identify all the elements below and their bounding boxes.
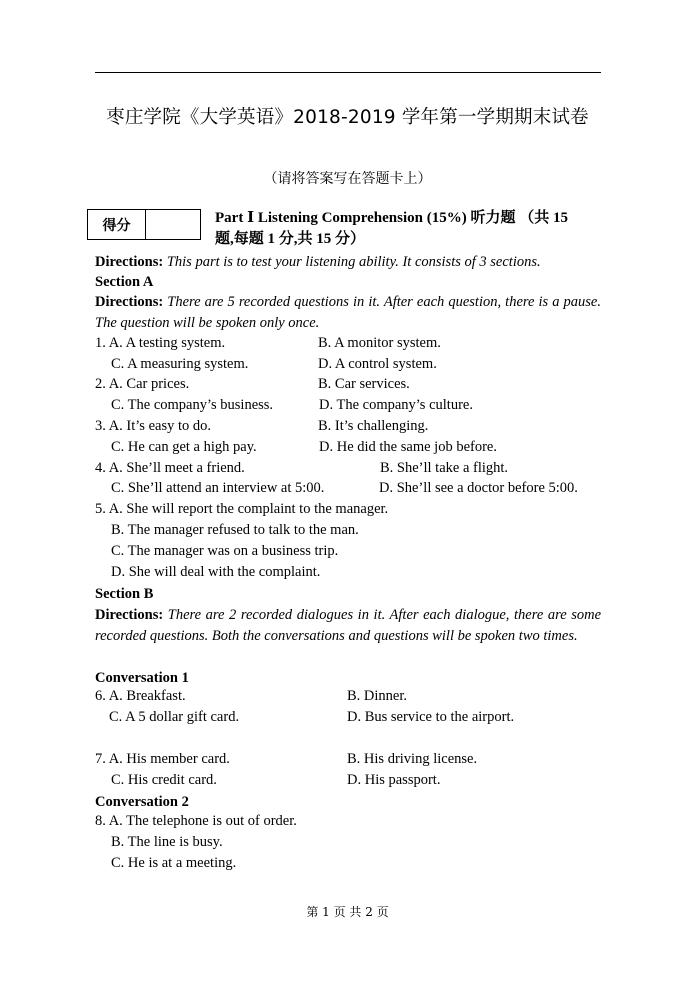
- q2-option-c: C. The company’s business.: [111, 397, 274, 413]
- q8-option-b: B. The line is busy.: [111, 834, 223, 850]
- q7-option-d: D. His passport.: [347, 772, 441, 788]
- q4-option-a: 4. A. She’ll meet a friend.: [95, 460, 245, 476]
- q6-option-c: C. A 5 dollar gift card.: [109, 709, 240, 725]
- q1-option-b: B. A monitor system.: [318, 335, 441, 351]
- q8-option-a: 8. A. The telephone is out of order.: [95, 813, 297, 829]
- q4-option-c: C. She’ll attend an interview at 5:00.: [111, 480, 325, 496]
- q1-option-d: D. A control system.: [318, 356, 437, 372]
- q7-option-a: 7. A. His member card.: [95, 751, 230, 767]
- q2-option-b: B. Car services.: [318, 376, 410, 392]
- top-rule: [95, 72, 601, 73]
- page-title: 枣庄学院《大学英语》2018-2019 学年第一学期期末试卷: [106, 107, 589, 128]
- conversation-1-title: Conversation 1: [95, 670, 189, 686]
- section-b-directions-label: Directions:: [95, 607, 164, 623]
- section-b-title: Section B: [95, 586, 154, 602]
- q3-option-a: 3. A. It’s easy to do.: [95, 418, 211, 434]
- section-a-directions-label: Directions:: [95, 294, 164, 310]
- answer-note: （请将答案写在答题卡上）: [263, 171, 432, 187]
- part-heading-line2: 题,每题 1 分,共 15 分）: [215, 231, 366, 247]
- q3-option-c: C. He can get a high pay.: [111, 439, 257, 455]
- score-value: [146, 210, 200, 239]
- q5-option-b: B. The manager refused to talk to the man.: [111, 522, 359, 538]
- q5-option-a: 5. A. She will report the complaint to the manager.: [95, 501, 389, 517]
- q3-option-d: D. He did the same job before.: [319, 439, 497, 455]
- section-b-directions: [95, 605, 601, 647]
- conversation-2-title: Conversation 2: [95, 794, 189, 810]
- q6-option-a: 6. A. Breakfast.: [95, 688, 186, 704]
- q7-option-b: B. His driving license.: [347, 751, 478, 767]
- section-a-directions-text: There are 5 recorded questions in it. After each question, there is a pause. The question will be spoken only once.: [95, 294, 601, 331]
- q1-option-c: C. A measuring system.: [111, 356, 249, 372]
- main-directions-text: This part is to test your listening ability. It consists of 3 sections.: [166, 254, 541, 270]
- score-box: [87, 209, 201, 240]
- q4-option-b: B. She’ll take a flight.: [380, 460, 509, 476]
- q8-option-c: C. He is at a meeting.: [111, 855, 237, 871]
- page-footer: 第 1 页 共 2 页: [306, 905, 389, 919]
- section-a-directions: [95, 292, 601, 334]
- q2-option-d: D. The company’s culture.: [319, 397, 473, 413]
- q2-option-a: 2. A. Car prices.: [95, 376, 190, 392]
- q3-option-b: B. It’s challenging.: [318, 418, 429, 434]
- section-b-directions-text: There are 2 recorded dialogues in it. After each dialogue, there are some recorded questions. Both the conversations and questions will be spoken two times.: [95, 607, 602, 644]
- q4-option-d: D. She’ll see a doctor before 5:00.: [379, 480, 578, 496]
- q7-option-c: C. His credit card.: [111, 772, 217, 788]
- part-heading: [215, 208, 605, 250]
- q1-option-a: 1. A. A testing system.: [95, 335, 226, 351]
- section-a-title: Section A: [95, 274, 154, 290]
- q6-option-b: B. Dinner.: [347, 688, 408, 704]
- main-directions: [95, 252, 541, 272]
- q6-option-d: D. Bus service to the airport.: [347, 709, 515, 725]
- part-heading-line1: Part Ⅰ Listening Comprehension (15%) 听力题 （共 15: [215, 210, 568, 226]
- q5-option-c: C. The manager was on a business trip.: [111, 543, 339, 559]
- q5-option-d: D. She will deal with the complaint.: [111, 564, 321, 580]
- main-directions-label: Directions:: [95, 254, 164, 270]
- score-label: 得分: [88, 210, 146, 239]
